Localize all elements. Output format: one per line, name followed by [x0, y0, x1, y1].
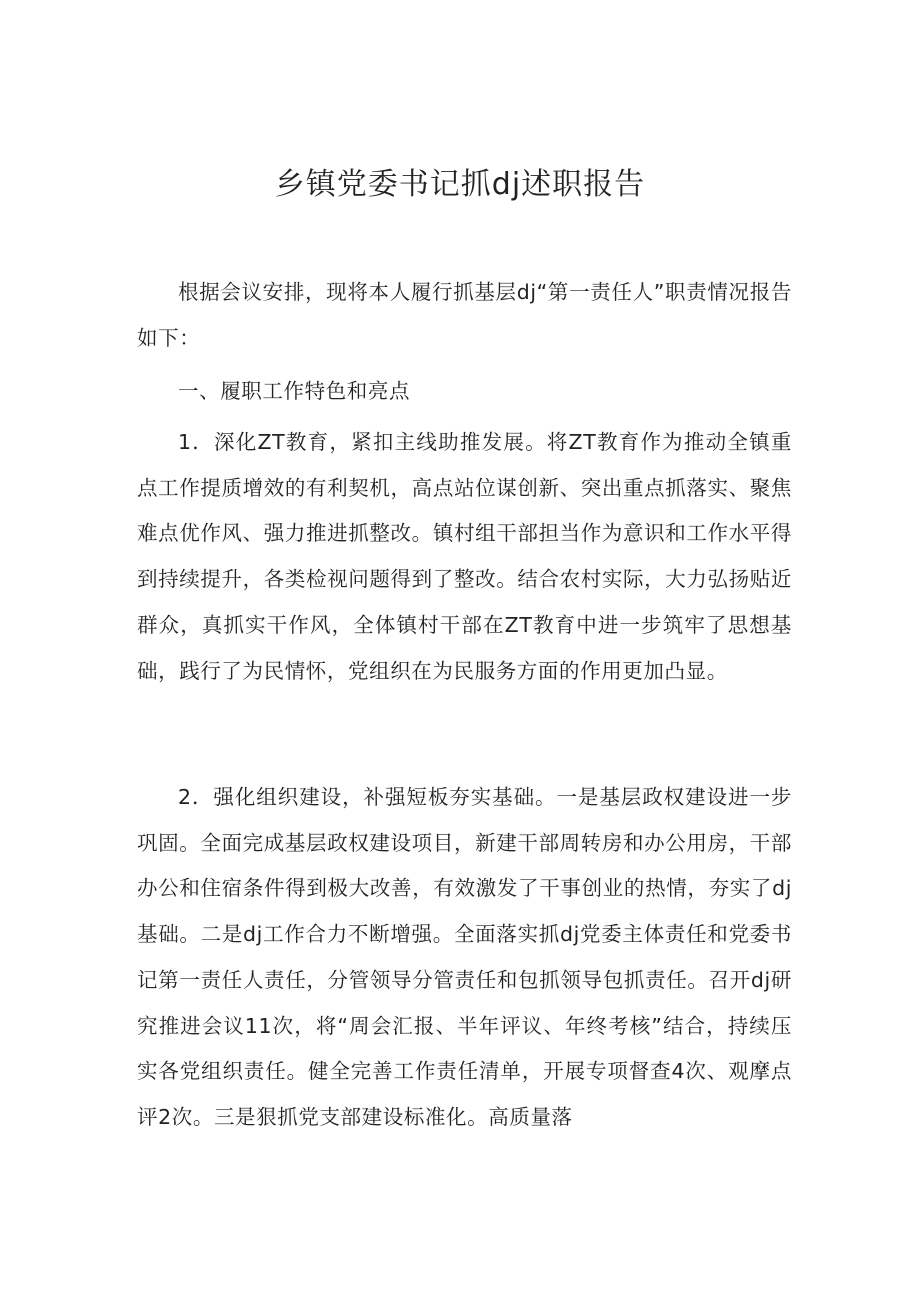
document-title: 乡镇党委书记抓dj述职报告: [274, 167, 646, 202]
paragraph-item-1: 1．深化ZT教育，紧扣主线助推发展。将ZT教育作为推动全镇重点工作提质增效的有利契机，高点站位谋创新、突出重点抓落实、聚焦难点优作风、强力推进抓整改。镇村组干部担当作为意识和工作水平得到持续提升，各类检视问题得到了整改。结合农村实际，大力弘扬贴近群众，真抓实干作风，全体镇村干部在ZT教育中进一步筑牢了思想基础，践行了为民情怀，党组织在为民服务方面的作用更加凸显。: [137, 430, 792, 683]
intro-paragraph: 根据会议安排，现将本人履行抓基层dj“第一责任人”职责情况报告如下：: [137, 280, 792, 350]
paragraph-item-2: 2．强化组织建设，补强短板夯实基础。一是基层政权建设进一步巩固。全面完成基层政权建设项目，新建干部周转房和办公用房，干部办公和住宿条件得到极大改善，有效激发了干事创业的热情，夯实了dj基础。二是dj工作合力不断增强。全面落实抓dj党委主体责任和党委书记第一责任人责任，分管领导分管责任和包抓领导包抓责任。召开dj研究推进会议11次，将“周会汇报、半年评议、年终考核”结合，持续压实各党组织责任。健全完善工作责任清单，开展专项督查4次、观摩点评2次。三是狠抓党支部建设标准化。高质量落: [137, 785, 792, 1129]
section-heading: 一、履职工作特色和亮点: [178, 379, 411, 403]
